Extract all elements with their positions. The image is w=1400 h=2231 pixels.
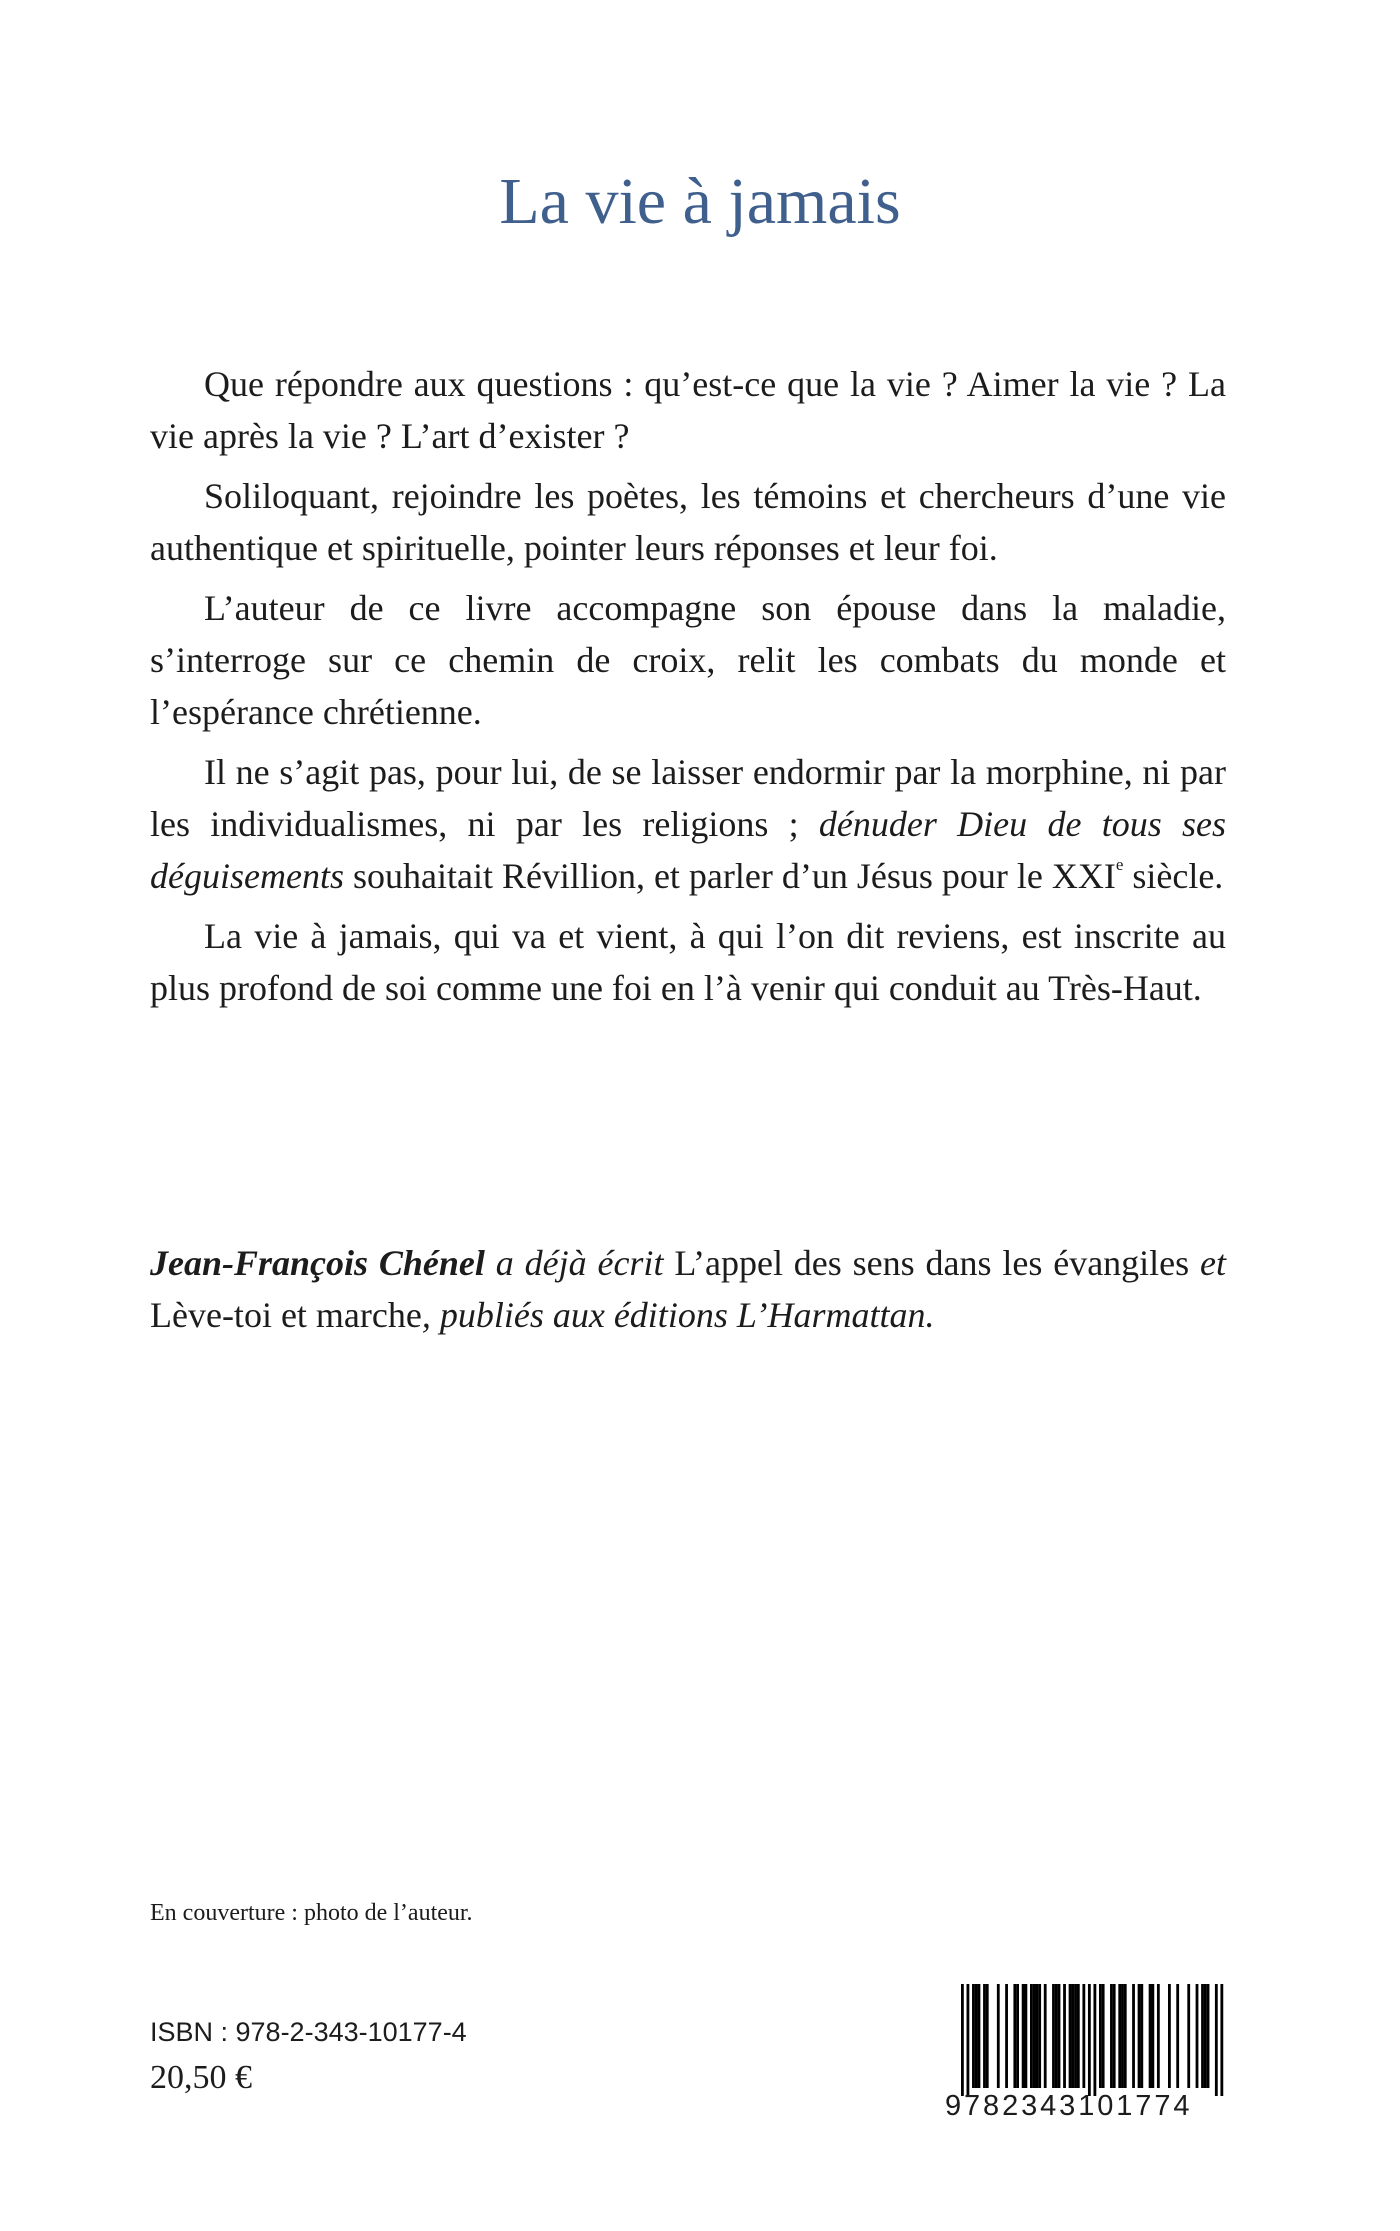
barcode-bar [1110, 1984, 1113, 2088]
barcode-bars [945, 1984, 1225, 2096]
barcode-bar [1088, 1984, 1091, 2096]
blurb [150, 358, 1226, 1022]
barcode-bar [1093, 1984, 1096, 2096]
barcode-bar [1207, 1984, 1210, 2088]
century-superscript: e [1115, 855, 1124, 874]
barcode-bar [1077, 1984, 1080, 2088]
barcode-bar [1124, 1984, 1127, 2088]
barcode-bar [1168, 1984, 1171, 2088]
barcode-bar [1033, 1984, 1036, 2088]
barcode-bar [1005, 1984, 1008, 2088]
barcode-bar [1220, 1984, 1223, 2096]
author-note-and: et [1189, 1243, 1227, 1283]
isbn: ISBN : 978-2-343-10177-4 [150, 2017, 467, 2047]
blurb-paragraph-1: Que répondre aux questions : qu’est-ce que la vie ? Aimer la vie ? La vie après la vie ? L’art d’exister ? [150, 364, 1226, 456]
barcode-bar [997, 1984, 1000, 2088]
author-note-publisher: , publiés aux éditions L’Harmattan. [421, 1295, 935, 1335]
barcode-bar [983, 1984, 986, 2088]
barcode-bar [986, 1984, 989, 2088]
barcode-bar [1038, 1984, 1041, 2088]
blurb-paragraph-3: L’auteur de ce livre accompagne son épouse dans la maladie, s’interroge sur ce chemin de croix, relit les combats du monde et l’espérance chrétienne. [150, 588, 1226, 732]
barcode-bar [1102, 1984, 1105, 2088]
blurb-paragraph-2: Soliloquant, rejoindre les poètes, les témoins et chercheurs d’une vie authentique et spirituelle, pointer leurs réponses et leur foi. [150, 476, 1226, 568]
blurb-paragraph-4-end: siècle. [1123, 856, 1224, 896]
previous-book-1: L’appel des sens dans les évangiles [674, 1243, 1190, 1283]
barcode-bar [1140, 1984, 1143, 2088]
barcode-bar [1063, 1984, 1066, 2088]
barcode-bar [1132, 1984, 1135, 2088]
barcode-bar [1058, 1984, 1061, 2088]
barcode-bar [1071, 1984, 1074, 2088]
barcode-bar [1099, 1984, 1102, 2088]
barcode-bar [1013, 1984, 1016, 2088]
barcode-bar [1082, 1984, 1085, 2088]
barcode-bar [1036, 1984, 1039, 2088]
barcode-bar [978, 1984, 981, 2088]
barcode-bar [1176, 1984, 1179, 2088]
price: 20,50 € [150, 2059, 252, 2096]
barcode-bar [1052, 1984, 1055, 2088]
barcode-bar [1201, 1984, 1204, 2088]
author-name: Jean-François Chénel [150, 1243, 485, 1283]
barcode-digits: 9782343101774 [945, 2090, 1193, 2122]
barcode-bar [1121, 1984, 1124, 2088]
blurb-paragraph-5: La vie à jamais, qui va et vient, à qui l’on dit reviens, est inscrite au plus profond de soi comme une foi en l’à venir qui conduit au Très-Haut. [150, 916, 1226, 1008]
barcode-bar [1024, 1984, 1027, 2088]
barcode-bar [1118, 1984, 1121, 2088]
barcode-bar [1151, 1984, 1154, 2088]
barcode-bar [975, 1984, 978, 2088]
barcode-bar [1044, 1984, 1047, 2088]
barcode-bar [1149, 1984, 1152, 2088]
barcode-bar [1215, 1984, 1218, 2096]
barcode-bar [972, 1984, 975, 2088]
blurb-paragraph-4-middle: souhaitait Révillion, et parler d’un Jésus pour le XXI [343, 856, 1116, 896]
barcode-bar [967, 1984, 970, 2096]
barcode-bar [1138, 1984, 1141, 2088]
previous-book-2: Lève-toi et marche [150, 1295, 422, 1335]
blurb-paragraph-4 [150, 746, 1226, 902]
blurb-paragraph-4-start: Il ne s’agit pas, pour lui, de se laisser endormir par la morphine, ni par les individualismes, ni par les religions ; [150, 752, 1226, 844]
author-note-already-wrote: a déjà écrit [484, 1243, 675, 1283]
barcode-bar [961, 1984, 964, 2096]
barcode [945, 1984, 1225, 2124]
barcode-bar [1187, 1984, 1190, 2088]
barcode-bar [1204, 1984, 1207, 2088]
author-note [150, 1237, 1226, 1341]
barcode-bar [1030, 1984, 1033, 2088]
barcode-bar [1074, 1984, 1077, 2088]
barcode-bar [1022, 1984, 1025, 2088]
barcode-bar [1055, 1984, 1058, 2088]
blurb-quote: dénuder Dieu de tous ses déguisements [150, 804, 1226, 896]
barcode-bar [1157, 1984, 1160, 2088]
barcode-bar [1196, 1984, 1199, 2088]
book-title: La vie à jamais [499, 165, 901, 238]
barcode-bar [1069, 1984, 1072, 2088]
barcode-bar [1016, 1984, 1019, 2088]
barcode-bar [1113, 1984, 1116, 2088]
cover-credit: En couverture : photo de l’auteur. [150, 1900, 473, 1926]
